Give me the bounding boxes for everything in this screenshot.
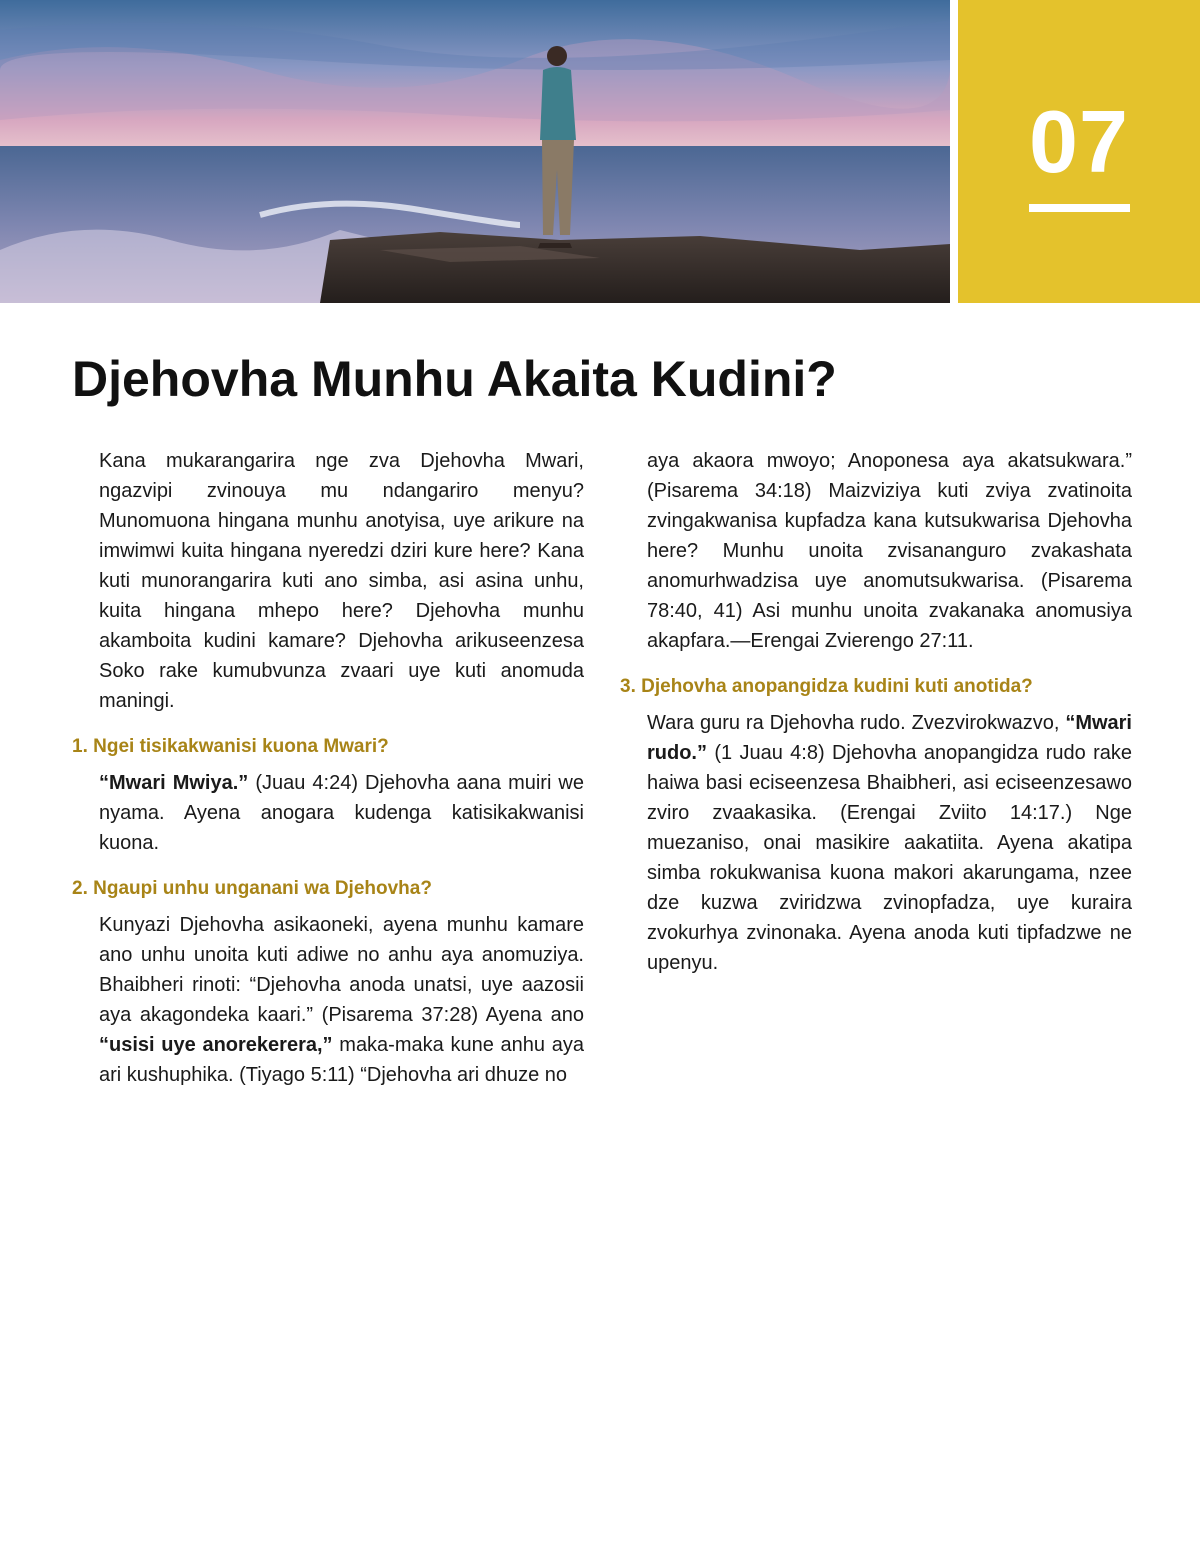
hero-photo (0, 0, 950, 303)
question-3-answer (620, 708, 1132, 978)
question-2-bold: “usisi uye anorekerera,” (99, 1034, 333, 1056)
intro-paragraph: Kana mukarangarira nge zva Djehovha Mwari, ngazvipi zvinouya mu ndangariro menyu? Munomuona hingana munhu anotyisa, uye arikure na imwimwi kuita hingana nyeredzi dziri kure here? Kana kuti munorangarira kuti ano simba, asi asina unhu, kuita hingana mhepo here? Djehovha munhu akamboita kudini kamare? Djehovha arikuseenzesa Soko rake kumubvunza zvaari uye kuti anomuda maningi. (99, 450, 584, 712)
question-2-text-b: maka-maka kune anhu aya ari kushuphika. (Tiyago 5:11) “Djehovha ari dhuze no (99, 1034, 585, 1086)
question-2-heading: 2. Ngaupi unhu unganani wa Djehovha? (72, 878, 432, 899)
question-3-heading: 3. Djehovha anopangidza kudini kuti anotida? (620, 676, 1033, 697)
badge-underline (1029, 204, 1130, 212)
question-2-answer-continued: aya akaora mwoyo; Anoponesa aya akatsukwara.” (Pisarema 34:18) Maizviziya kuti zviya zvatinoita zvingakwanisa kupfadza kana kutsukwarisa Djehovha here? Munhu unoita zvisananguro zvakashata anomurhwadzisa uye anomutsukwarisa. (Pisarema 78:40, 41) Asi munhu unoita zvakanaka anomusiya akapfara.—Erengai Zvierengo 27:11. (647, 450, 1132, 652)
right-column (620, 446, 1132, 978)
question-3-text-a: Wara guru ra Djehovha rudo. Zvezvirokwazvo, (647, 712, 1066, 734)
question-1-heading: 1. Ngei tisikakwanisi kuona Mwari? (72, 736, 389, 757)
question-2-text-a: Kunyazi Djehovha asikaoneki, ayena munhu kamare ano unhu unoita kuti adiwe no anhu aya anomuziya. Bhaibheri rinoti: “Djehovha anoda unatsi, uye aazosii aya akagondeka kaari.” (Pisarema 37:28) Ayena ano (99, 914, 584, 1026)
question-1-text: (Juau 4:24) Djehovha aana muiri we nyama. Ayena anogara kudenga katisikakwanisi kuona. (99, 772, 584, 854)
question-1-answer (72, 768, 584, 858)
question-3-bold: “Mwari rudo.” (647, 712, 1132, 764)
question-2-answer (72, 910, 584, 1090)
question-1-bold: “Mwari Mwiya.” (99, 772, 249, 794)
question-3-text-b: (1 Juau 4:8) Djehovha anopangidza rudo rake haiwa basi eciseenzesa Bhaibheri, asi eciseenzesawo zviro zvaakasika. (Erengai Zviito 14:17.) Nge muezaniso, onai masikire aakatiita. Ayena akatipa simba rokukwanisa kuona makori akarungama, nzee dze kuzwa zviridzwa zvinopfadza, uye kuraira zvokurhya zvinonaka. Ayena anoda kuti tipfadzwe ne upenyu. (647, 742, 1132, 974)
lesson-number: 07 (1029, 92, 1129, 191)
left-column (72, 446, 584, 1090)
man-by-sea-image (0, 0, 950, 303)
page-title: Djehovha Munhu Akaita Kudini? (72, 351, 837, 407)
lesson-number-badge (958, 0, 1200, 303)
